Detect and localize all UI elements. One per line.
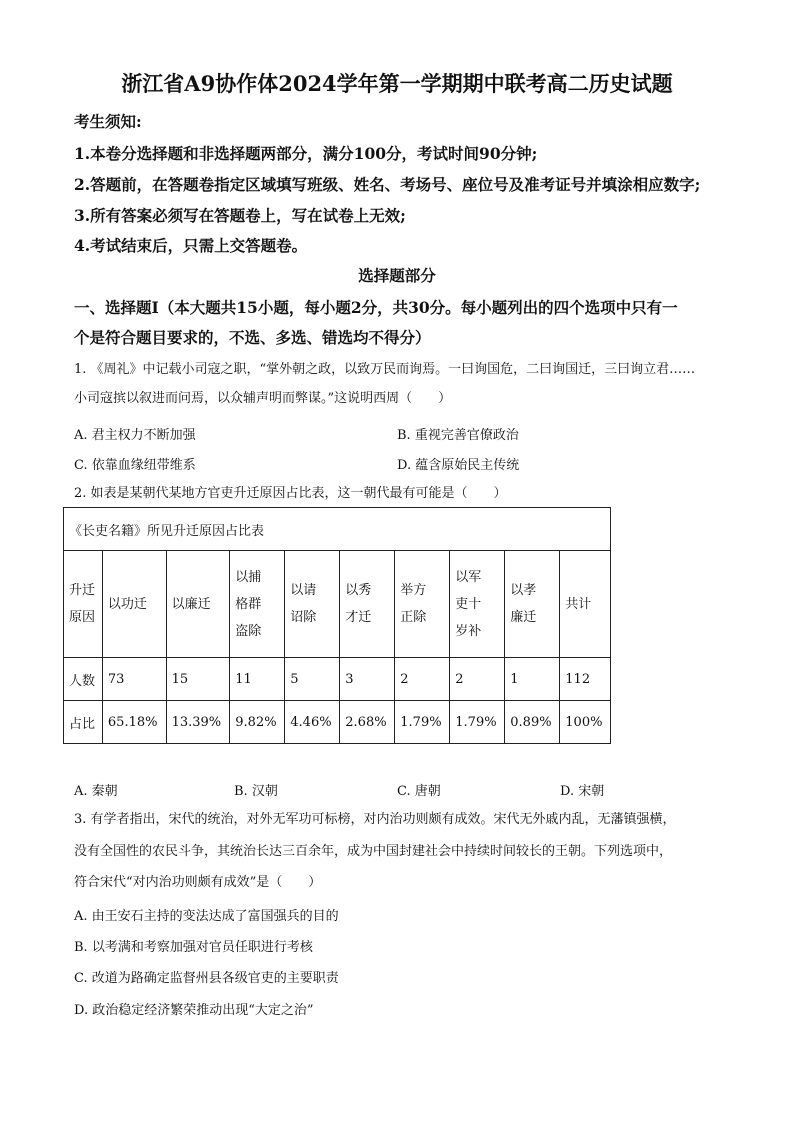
table-row-counts	[64, 658, 611, 701]
header-cell	[102, 551, 166, 658]
part1-heading-line2: 个是符合题目要求的，不选、多选、错选均不得分）	[74, 328, 431, 347]
table-cell: 112	[560, 658, 611, 701]
header-text: 共计	[565, 596, 592, 612]
table-cell: 11	[230, 658, 285, 701]
header-text: 以捕	[235, 569, 262, 585]
table-row-shares	[64, 701, 611, 744]
header-cell	[166, 551, 230, 658]
q1-option-b: B. 重视完善官僚政治	[397, 428, 519, 443]
header-text: 以廉迁	[171, 596, 211, 612]
header-text: 诏除	[290, 610, 317, 625]
notice-item-3: 3.所有答案必须写在答题卷上，写在试卷上无效;	[74, 206, 406, 225]
q1-option-d: D. 蕴含原始民主传统	[397, 458, 520, 473]
row-label: 人数	[64, 658, 103, 701]
table-cell: 13.39%	[166, 701, 230, 744]
q1-stem-line1: 1. 《周礼》中记载小司寇之职，“掌外朝之政，以致万民而询焉。一曰询国危，二曰询国迁，三曰询立君……	[74, 362, 696, 377]
q3-stem-line1: 3. 有学者指出，宋代的统治，对外无军功可标榜，对内治功则颇有成效。宋代无外戚内乱，无藩镇强横，	[74, 812, 676, 827]
q3-option-c: C. 改道为路确定监督州县各级官吏的主要职责	[74, 971, 339, 986]
table-caption: 《长吏名籍》所见升迁原因占比表	[64, 508, 611, 551]
table-cell: 3	[340, 658, 395, 701]
table-cell: 100%	[560, 701, 611, 744]
header-cell	[340, 551, 395, 658]
header-cell	[395, 551, 450, 658]
table-cell: 1.79%	[395, 701, 450, 744]
header-cell	[450, 551, 505, 658]
q1-option-a: A. 君主权力不断加强	[74, 428, 196, 443]
notice-heading: 考生须知:	[74, 112, 142, 131]
q2-option-a: A. 秦朝	[74, 784, 118, 799]
table-cell: 4.46%	[285, 701, 340, 744]
q3-option-b: B. 以考满和考察加强对官员任职进行考核	[74, 940, 313, 955]
table-cell: 1.79%	[450, 701, 505, 744]
q2-option-d: D. 宋朝	[560, 784, 605, 799]
table-cell: 2	[450, 658, 505, 701]
q1-option-c: C. 依靠血缘纽带维系	[74, 458, 196, 473]
header-text: 举方	[400, 583, 427, 598]
header-text: 才迁	[345, 610, 372, 625]
header-text: 格群	[235, 596, 262, 612]
part1-heading-line1: 一、选择题Ⅰ（本大题共15小题，每小题2分，共30分。每小题列出的四个选项中只有一	[74, 298, 678, 317]
header-cell	[505, 551, 560, 658]
table-cell: 15	[166, 658, 230, 701]
q1-stem-line2: 小司寇摈以叙进而问焉，以众辅声明而弊谋。”这说明西周（ ）	[74, 391, 452, 406]
q3-stem-line2: 没有全国性的农民斗争，其统治长达三百余年，成为中国封建社会中持续时间较长的王朝。下列选项中，	[74, 844, 673, 859]
header-text: 吏十	[455, 596, 482, 612]
header-text: 盗除	[235, 623, 262, 639]
exam-title: 浙江省A9协作体2024学年第一学期期中联考高二历史试题	[121, 71, 673, 96]
header-text: 正除	[400, 610, 427, 625]
q2-option-c: C. 唐朝	[397, 784, 441, 799]
q3-option-d: D. 政治稳定经济繁荣推动出现“大定之治”	[74, 1003, 314, 1018]
header-text: 以请	[290, 583, 317, 598]
promotion-table	[63, 507, 611, 744]
table-cell: 73	[102, 658, 166, 701]
table-cell: 5	[285, 658, 340, 701]
table-cell: 1	[505, 658, 560, 701]
header-text: 以秀	[345, 583, 372, 598]
notice-item-1: 1.本卷分选择题和非选择题两部分，满分100分，考试时间90分钟;	[74, 144, 538, 163]
notice-item-4: 4.考试结束后，只需上交答题卷。	[74, 236, 308, 255]
table-header-row	[64, 551, 611, 658]
table-cell: 65.18%	[102, 701, 166, 744]
header-text: 以孝	[510, 583, 537, 598]
row-label: 占比	[64, 701, 103, 744]
q2-stem: 2. 如表是某朝代某地方官吏升迁原因占比表，这一朝代最有可能是（ ）	[74, 486, 507, 501]
table-cell: 9.82%	[230, 701, 285, 744]
header-text: 廉迁	[510, 610, 537, 625]
table-cell: 2	[395, 658, 450, 701]
header-label-line: 升迁	[69, 583, 96, 598]
header-cell	[230, 551, 285, 658]
header-label-cell	[64, 551, 103, 658]
table-cell: 0.89%	[505, 701, 560, 744]
notice-item-2: 2.答题前，在答题卷指定区域填写班级、姓名、考场号、座位号及准考证号并填涂相应数字;	[74, 175, 701, 194]
header-cell	[560, 551, 611, 658]
header-cell	[285, 551, 340, 658]
header-label-line: 原因	[69, 610, 96, 625]
section-title: 选择题部分	[358, 266, 436, 285]
header-text: 以军	[455, 569, 482, 585]
table-cell: 2.68%	[340, 701, 395, 744]
q3-option-a: A. 由王安石主持的变法达成了富国强兵的目的	[74, 909, 339, 924]
header-text: 岁补	[455, 623, 482, 639]
q2-option-b: B. 汉朝	[234, 784, 278, 799]
q3-stem-line3: 符合宋代“对内治功则颇有成效”是（ ）	[74, 875, 322, 890]
header-text: 以功迁	[107, 596, 147, 612]
